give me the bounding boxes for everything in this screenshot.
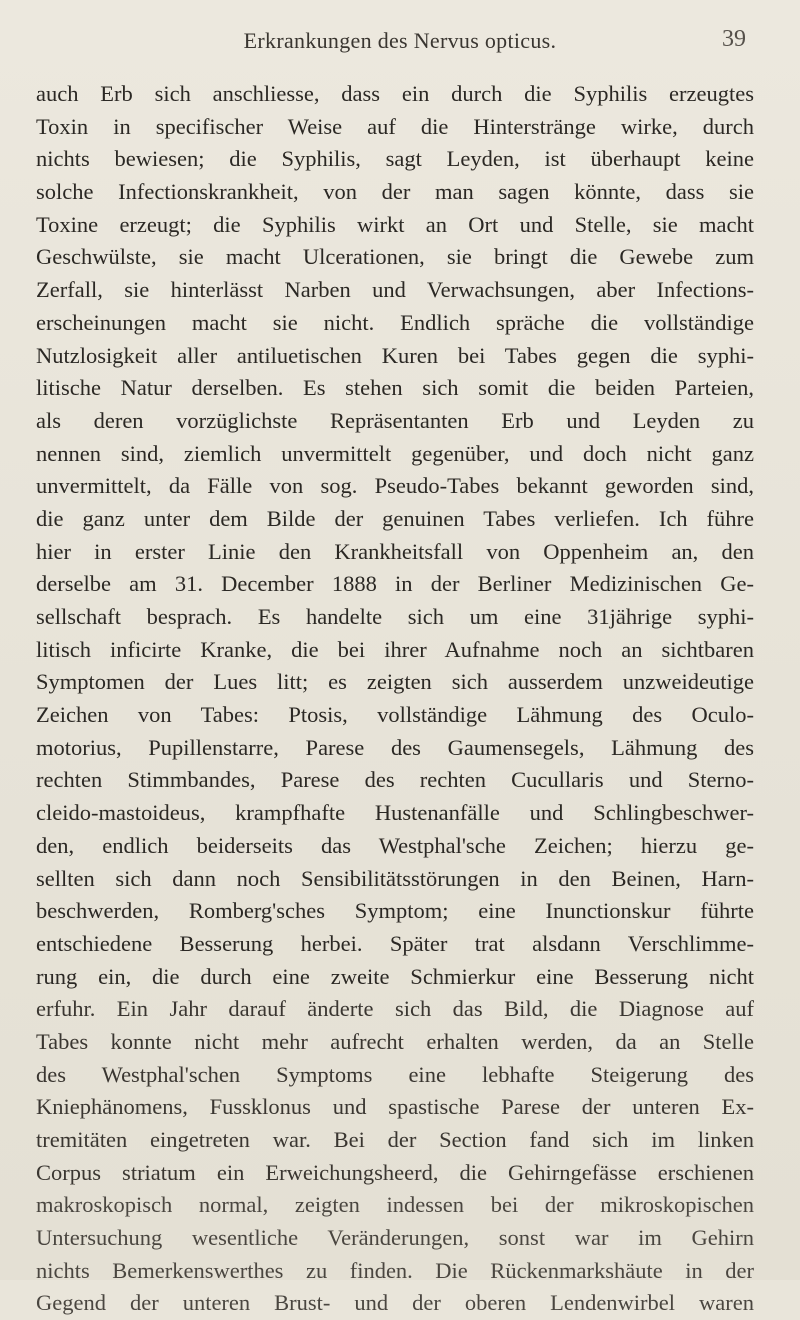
text-line: den, endlich beiderseits das Westphal'sche Zeichen; hierzu ge- [36, 832, 754, 858]
text-line: entschiedene Besserung herbei. Später trat alsdann Verschlimme- [36, 930, 754, 956]
text-line: motorius, Pupillenstarre, Parese des Gaumensegels, Lähmung des [36, 734, 754, 760]
text-line: erfuhr. Ein Jahr darauf änderte sich das Bild, die Diagnose auf [36, 996, 754, 1022]
text-line: sellschaft besprach. Es handelte sich um eine 31jährige syphi- [36, 604, 754, 629]
text-line: die ganz unter dem Bilde der genuinen Tabes verliefen. Ich führe [36, 505, 754, 531]
text-line: Tabes konnte nicht mehr aufrecht erhalten werden, da an Stelle [36, 1028, 754, 1054]
text-line: Geschwülste, sie macht Ulcerationen, sie bringt die Gewebe zum [36, 244, 754, 270]
text-line: unvermittelt, da Fälle von sog. Pseudo-Tabes bekannt geworden sind, [36, 473, 754, 499]
text-line: litische Natur derselben. Es stehen sich somit die beiden Parteien, [36, 375, 754, 401]
text-line: nennen sind, ziemlich unvermittelt gegenüber, und doch nicht ganz [36, 440, 754, 466]
text-line: Symptomen der Lues litt; es zeigten sich ausserdem unzweideutige [36, 669, 754, 695]
text-line: Corpus striatum ein Erweichungsheerd, die Gehirngefässe erschienen [36, 1159, 754, 1185]
text-line: rechten Stimmbandes, Parese des rechten Cucullaris und Sterno- [36, 767, 754, 793]
text-line: Zerfall, sie hinterlässt Narben und Verwachsungen, aber Infections- [36, 277, 754, 303]
text-line: makroskopisch normal, zeigten indessen bei der mikroskopischen [36, 1192, 754, 1218]
running-head-title: Erkrankungen des Nervus opticus. [243, 28, 557, 53]
text-line: hier in erster Linie den Krankheitsfall von Oppenheim an, den [36, 538, 754, 564]
text-line: Gegend der unteren Brust- und der oberen Lendenwirbel waren [36, 1290, 754, 1316]
text-line: Kniephänomens, Fussklonus und spastische Parese der unteren Ex- [36, 1094, 754, 1120]
text-line: beschwerden, Romberg'sches Symptom; eine Inunctionskur führte [36, 898, 754, 924]
text-line: als deren vorzüglichste Repräsentanten Erb und Leyden zu [36, 407, 754, 433]
text-line: solche Infectionskrankheit, von der man sagen könnte, dass sie [36, 179, 754, 205]
text-line: tremitäten eingetreten war. Bei der Section fand sich im linken [36, 1127, 754, 1152]
text-line: Toxine erzeugt; die Syphilis wirkt an Ort und Stelle, sie macht [36, 211, 754, 237]
text-line: sellten sich dann noch Sensibilitätsstörungen in den Beinen, Harn- [36, 865, 754, 891]
text-line: nichts bewiesen; die Syphilis, sagt Leyden, ist überhaupt keine [36, 146, 754, 172]
running-head [0, 16, 800, 56]
text-line: erscheinungen macht sie nicht. Endlich spräche die vollständige [36, 309, 754, 335]
text-line: rung ein, die durch eine zweite Schmierkur eine Besserung nicht [36, 963, 754, 989]
text-line: auch Erb sich anschliesse, dass ein durch die Syphilis erzeugtes [36, 81, 754, 106]
text-line: nichts Bemerkenswerthes zu finden. Die Rückenmarkshäute in der [36, 1257, 754, 1283]
text-line: litisch inficirte Kranke, die bei ihrer Aufnahme noch an sichtbaren [36, 636, 754, 662]
text-line: derselbe am 31. December 1888 in der Berliner Medizinischen Ge- [36, 571, 754, 597]
text-line: cleido-mastoideus, krampfhafte Hustenanfälle und Schlingbeschwer- [36, 800, 754, 826]
body-text [36, 78, 754, 1320]
text-line: Toxin in specifischer Weise auf die Hinterstränge wirke, durch [36, 113, 754, 139]
text-line: Zeichen von Tabes: Ptosis, vollständige Lähmung des Oculo- [36, 702, 754, 728]
page-number: 39 [722, 26, 746, 52]
text-line: Nutzlosigkeit aller antiluetischen Kuren bei Tabes gegen die syphi- [36, 342, 754, 368]
text-line: Untersuchung wesentliche Veränderungen, sonst war im Gehirn [36, 1225, 754, 1251]
text-line: des Westphal'schen Symptoms eine lebhafte Steigerung des [36, 1061, 754, 1087]
